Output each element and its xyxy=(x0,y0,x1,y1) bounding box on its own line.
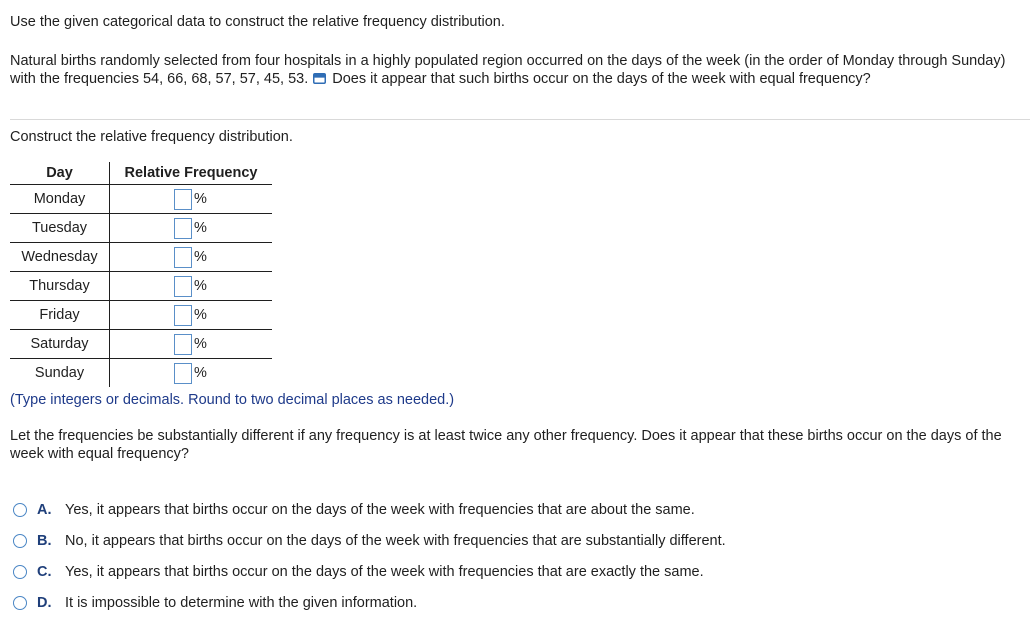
relative-frequency-cell xyxy=(110,301,273,330)
table-row xyxy=(10,272,272,301)
radio-button[interactable] xyxy=(13,503,27,517)
problem-text-part-1: Natural births randomly selected from four hospitals in a highly populated region occurred on the days of the week (in the order of Monday through Sunday) with the frequencies 54, 66, 68, 57, 57, 45, 53. xyxy=(10,53,1006,87)
construct-prompt: Construct the relative frequency distribution. xyxy=(10,129,293,145)
relative-frequency-cell xyxy=(110,243,273,272)
percent-sign: % xyxy=(194,278,207,294)
radio-button[interactable] xyxy=(13,565,27,579)
friday-answer-input[interactable] xyxy=(174,305,192,326)
table-header-row xyxy=(10,162,272,185)
thursday-answer-input[interactable] xyxy=(174,276,192,297)
day-cell: Tuesday xyxy=(10,214,110,243)
problem-text-part-2: Does it appear that such births occur on the days of the week with equal frequency? xyxy=(332,71,871,87)
relative-frequency-column-header: Relative Frequency xyxy=(110,162,273,185)
percent-sign: % xyxy=(194,307,207,323)
percent-sign: % xyxy=(194,191,207,207)
table-row xyxy=(10,214,272,243)
table-row xyxy=(10,330,272,359)
table-row xyxy=(10,301,272,330)
radio-button[interactable] xyxy=(13,596,27,610)
percent-sign: % xyxy=(194,336,207,352)
relative-frequency-cell xyxy=(110,359,273,388)
day-cell: Monday xyxy=(10,185,110,214)
choice-a[interactable] xyxy=(13,494,726,525)
day-cell: Saturday xyxy=(10,330,110,359)
sunday-answer-input[interactable] xyxy=(174,363,192,384)
choice-d[interactable] xyxy=(13,587,726,618)
percent-sign: % xyxy=(194,220,207,236)
question-text: Let the frequencies be substantially different if any frequency is at least twice any other frequency. Does it appear that these births occur on the days of the week with equal frequency? xyxy=(10,428,1002,462)
saturday-answer-input[interactable] xyxy=(174,334,192,355)
choice-text: It is impossible to determine with the given information. xyxy=(65,594,418,611)
section-divider xyxy=(10,119,1030,120)
rounding-hint: (Type integers or decimals. Round to two decimal places as needed.) xyxy=(10,392,455,408)
day-cell: Sunday xyxy=(34,365,85,381)
monday-answer-input[interactable] xyxy=(174,189,192,210)
percent-sign: % xyxy=(194,249,207,265)
problem-statement xyxy=(10,52,1025,89)
day-cell: Friday xyxy=(10,301,110,330)
wednesday-answer-input[interactable] xyxy=(174,247,192,268)
radio-button[interactable] xyxy=(13,534,27,548)
data-table-icon[interactable] xyxy=(313,71,326,89)
day-cell: Thursday xyxy=(10,272,110,301)
day-column-header: Day xyxy=(10,162,110,185)
choice-b[interactable] xyxy=(13,525,726,556)
table-row xyxy=(10,359,272,388)
choice-text: Yes, it appears that births occur on the days of the week with frequencies that are exactly the same. xyxy=(65,563,704,580)
tuesday-answer-input[interactable] xyxy=(174,218,192,239)
relative-frequency-cell xyxy=(110,214,273,243)
relative-frequency-cell xyxy=(110,185,273,214)
choice-letter: D. xyxy=(37,594,52,611)
percent-sign: % xyxy=(194,365,207,381)
relative-frequency-cell xyxy=(110,330,273,359)
choice-letter: C. xyxy=(37,563,52,580)
relative-frequency-cell xyxy=(110,272,273,301)
choice-letter: A. xyxy=(37,501,52,518)
day-cell: Wednesday xyxy=(10,243,110,272)
choice-c[interactable] xyxy=(13,556,726,587)
intro-text: Use the given categorical data to construct the relative frequency distribution. xyxy=(10,14,505,30)
relative-frequency-table xyxy=(10,162,272,387)
choice-text: Yes, it appears that births occur on the days of the week with frequencies that are about the same. xyxy=(65,501,695,518)
choice-text: No, it appears that births occur on the days of the week with frequencies that are substantially different. xyxy=(65,532,726,549)
choice-letter: B. xyxy=(37,532,52,549)
table-row xyxy=(10,185,272,214)
answer-choices xyxy=(13,494,726,618)
table-row xyxy=(10,243,272,272)
